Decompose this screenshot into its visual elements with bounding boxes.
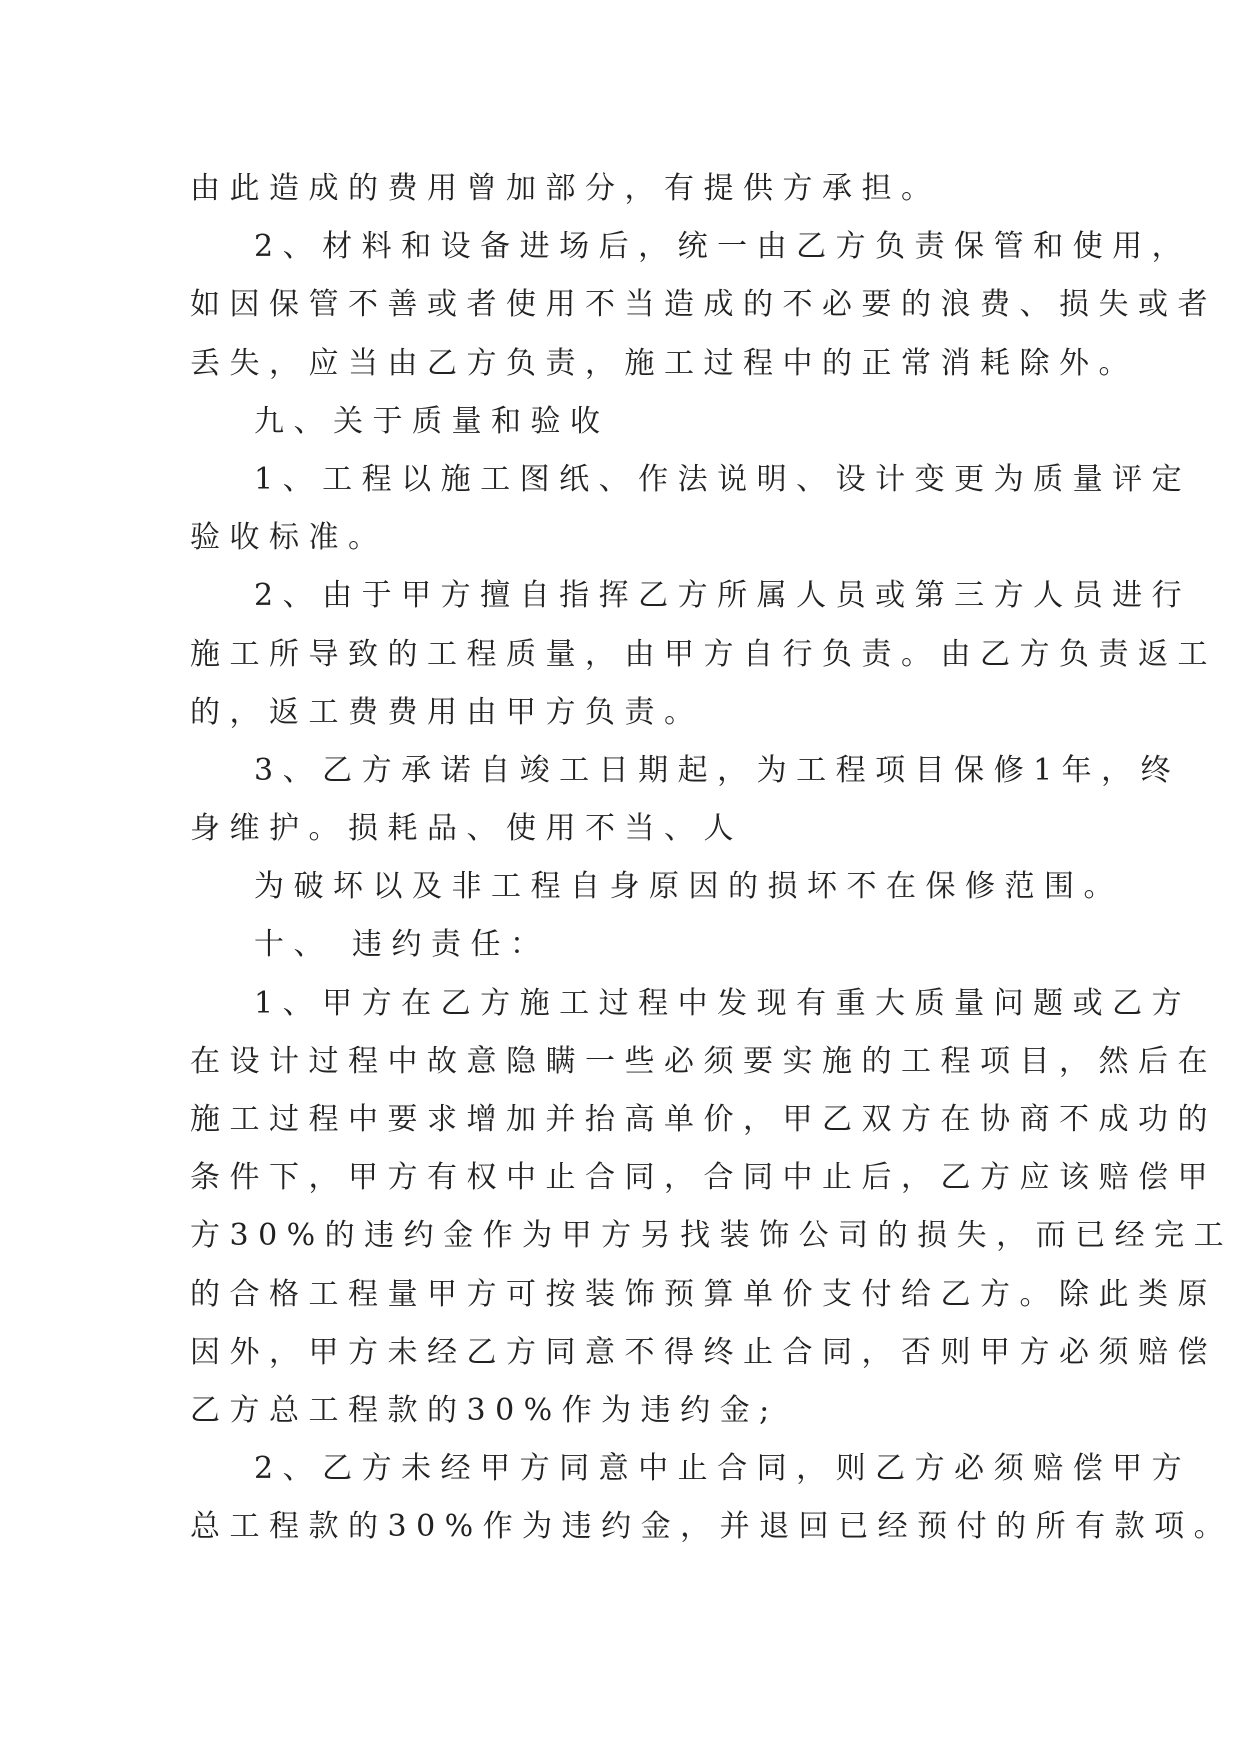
text-line: 施工所导致的工程质量，由甲方自行负责。由乙方负责返工 <box>190 636 1217 672</box>
section-heading: 十、 违约责任： <box>254 927 550 963</box>
text-line: 验收标准。 <box>190 520 388 556</box>
text-line: 条件下，甲方有权中止合同，合同中止后，乙方应该赔偿甲 <box>190 1160 1217 1196</box>
document-page <box>190 160 1234 1557</box>
text-line: 为破坏以及非工程自身原因的损坏不在保修范围。 <box>254 869 1123 905</box>
text-line: 乙方总工程款的30%作为违约金; <box>190 1392 779 1428</box>
text-line: 施工过程中要求增加并抬高单价，甲乙双方在协商不成功的 <box>190 1102 1217 1137</box>
text-line: 2、由于甲方擅自指挥乙方所属人员或第三方人员进行 <box>254 578 1192 614</box>
text-line: 方30%的违约金作为甲方另找装饰公司的损失，而已经完工 <box>190 1218 1234 1254</box>
text-line: 因外，甲方未经乙方同意不得终止合同，否则甲方必须赔偿 <box>190 1334 1217 1370</box>
text-line: 在设计过程中故意隐瞒一些必须要实施的工程项目，然后在 <box>190 1043 1217 1079</box>
text-line: 身维护。损耗品、使用不当、人 <box>190 811 743 847</box>
text-line: 1、甲方在乙方施工过程中发现有重大质量问题或乙方 <box>254 985 1192 1021</box>
text-line: 2、材料和设备进场后，统一由乙方负责保管和使用， <box>254 229 1192 265</box>
text-line: 由此造成的费用曾加部分，有提供方承担。 <box>190 171 941 206</box>
text-line: 的，返工费费用由甲方负责。 <box>190 694 704 730</box>
section-heading: 九、关于质量和验收 <box>254 403 610 439</box>
text-line: 丢失，应当由乙方负责，施工过程中的正常消耗除外。 <box>190 345 1138 381</box>
text-line: 2、乙方未经甲方同意中止合同，则乙方必须赔偿甲方 <box>254 1451 1192 1487</box>
text-line: 3、乙方承诺自竣工日期起，为工程项目保修1年，终 <box>254 752 1181 788</box>
text-line: 如因保管不善或者使用不当造成的不必要的浪费、损失或者 <box>190 287 1217 323</box>
text-line: 的合格工程量甲方可按装饰预算单价支付给乙方。除此类原 <box>190 1276 1217 1312</box>
text-line: 总工程款的30%作为违约金，并退回已经预付的所有款项。 <box>190 1509 1234 1545</box>
text-line: 1、工程以施工图纸、作法说明、设计变更为质量评定 <box>254 461 1192 497</box>
